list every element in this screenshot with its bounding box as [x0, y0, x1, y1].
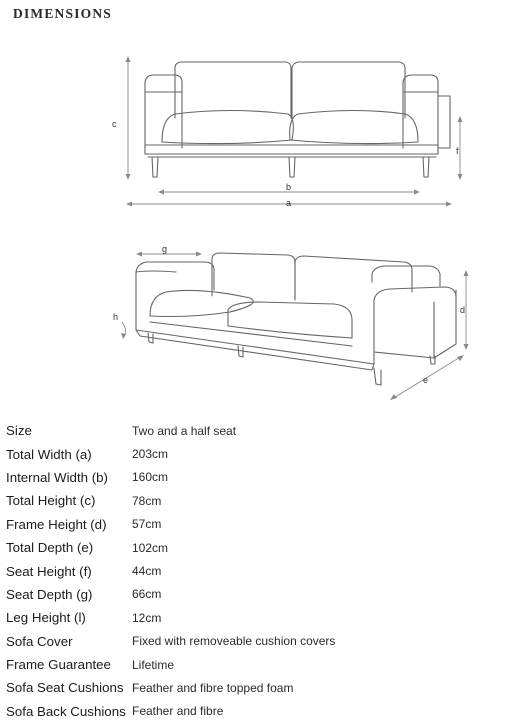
sofa-front-view: [145, 62, 450, 177]
spec-label: Total Height (c): [6, 493, 96, 509]
spec-label: Frame Guarantee: [6, 657, 111, 673]
dim-label-e: e: [423, 375, 429, 385]
spec-label: Seat Depth (g): [6, 586, 93, 602]
spec-value: 102cm: [132, 540, 169, 555]
spec-row: [6, 536, 335, 559]
spec-row: [6, 606, 335, 629]
spec-value: 160cm: [132, 470, 169, 485]
spec-value: Lifetime: [132, 657, 175, 672]
dim-label-g: g: [162, 244, 168, 254]
spec-value: 12cm: [132, 610, 162, 625]
spec-label: Seat Height (f): [6, 563, 92, 579]
spec-label: Size: [6, 423, 32, 439]
spec-row: [6, 653, 335, 676]
spec-value: Fixed with removeable cushion covers: [132, 634, 336, 649]
spec-label: Sofa Back Cushions: [6, 703, 126, 719]
specs-table: [6, 419, 335, 723]
spec-value: 78cm: [132, 493, 162, 508]
spec-value: 57cm: [132, 517, 162, 532]
spec-label: Sofa Seat Cushions: [6, 680, 124, 696]
spec-label: Leg Height (l): [6, 610, 86, 626]
spec-row: [6, 489, 335, 512]
dim-label-f: f: [456, 146, 459, 156]
dim-label-a: a: [286, 198, 292, 208]
spec-row: [6, 419, 335, 442]
dim-label-c: c: [112, 119, 117, 129]
spec-value: Feather and fibre: [132, 704, 224, 719]
spec-label: Total Depth (e): [6, 540, 94, 556]
spec-row: [6, 676, 335, 699]
dim-label-d: d: [460, 305, 466, 315]
spec-value: 66cm: [132, 587, 162, 602]
spec-row: [6, 630, 335, 653]
spec-row: [6, 559, 335, 582]
spec-label: Frame Height (d): [6, 516, 107, 532]
page-title: DIMENSIONS: [13, 6, 113, 21]
spec-value: Feather and fibre topped foam: [132, 680, 294, 695]
sofa-angled-view: [136, 253, 456, 385]
dim-label-h: h: [113, 312, 119, 322]
spec-row: [6, 513, 335, 536]
spec-label: Sofa Cover: [6, 633, 73, 649]
spec-row: [6, 466, 335, 489]
dim-label-b: b: [286, 182, 292, 192]
spec-row: [6, 583, 335, 606]
spec-label: Total Width (a): [6, 446, 92, 462]
spec-value: Two and a half seat: [132, 423, 237, 438]
spec-value: 203cm: [132, 447, 169, 462]
spec-value: 44cm: [132, 564, 162, 579]
spec-label: Internal Width (b): [6, 469, 108, 485]
spec-row: [6, 442, 335, 465]
front-dimension-lines: [126, 56, 463, 207]
